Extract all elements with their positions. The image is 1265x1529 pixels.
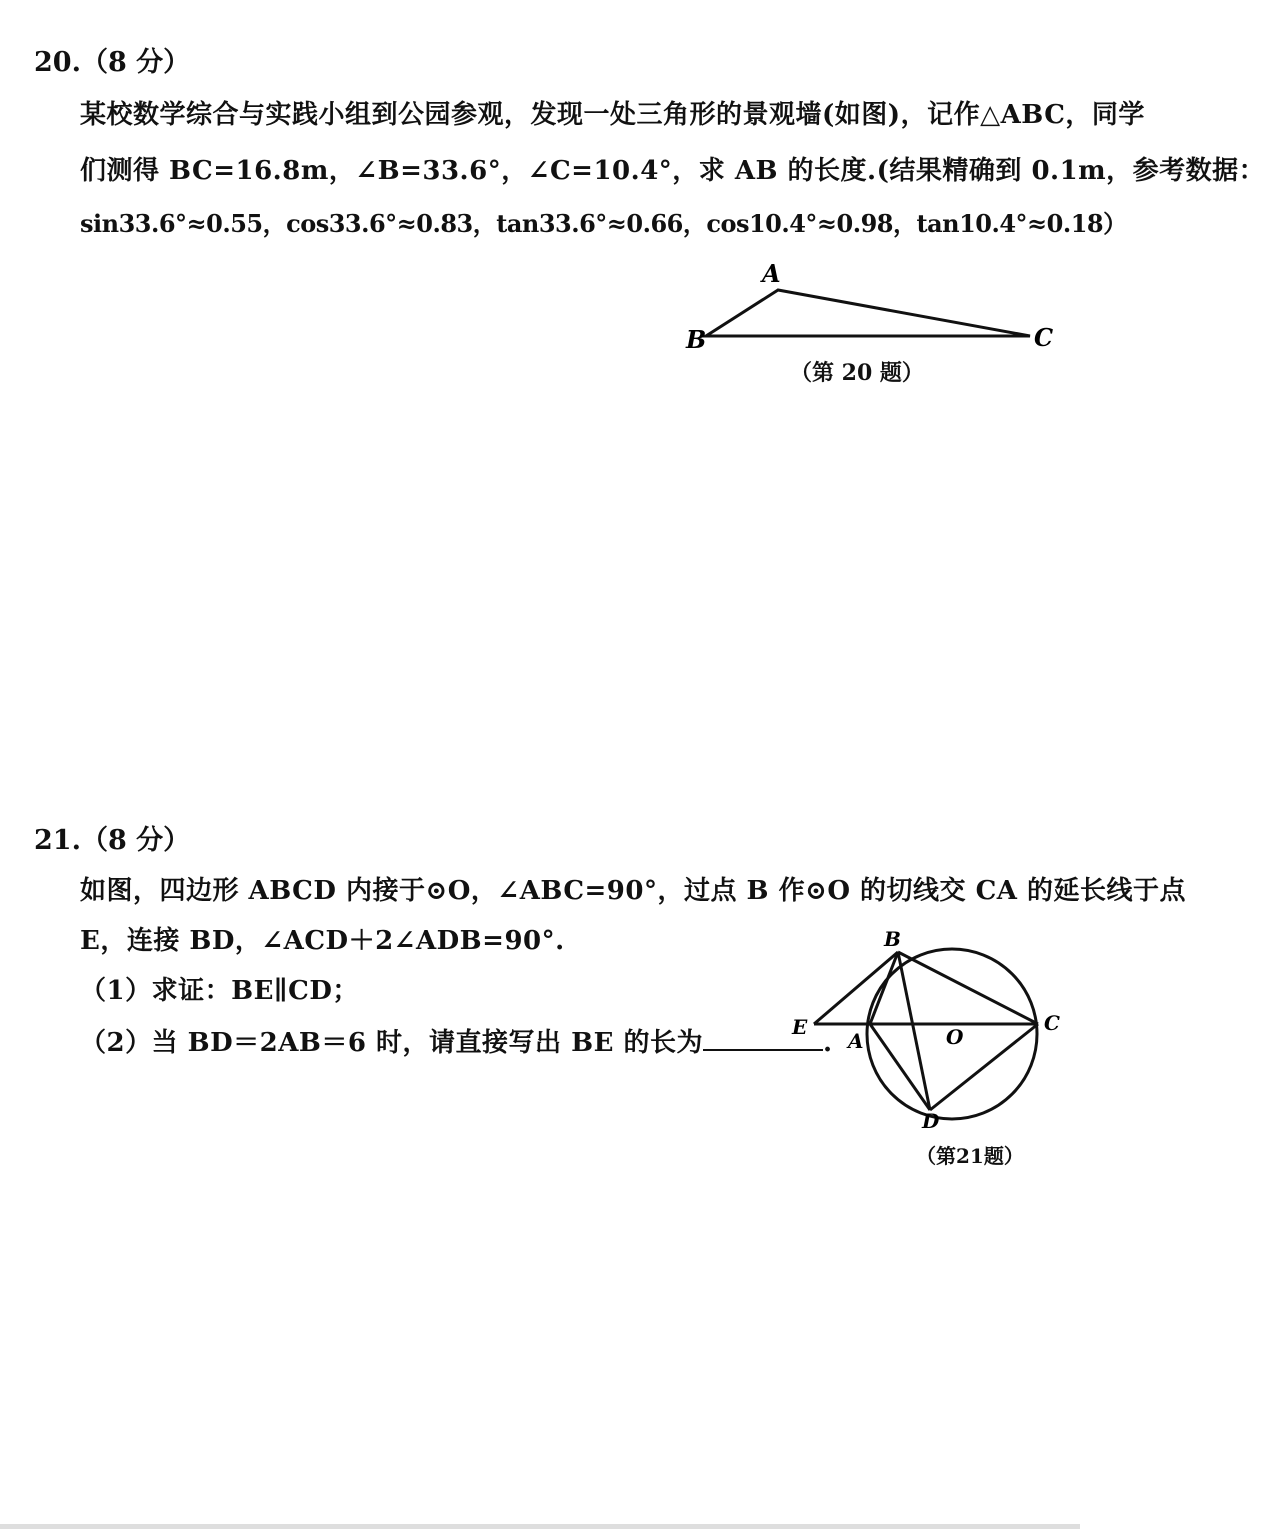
q20-line-3: sin33.6°≈0.55，cos33.6°≈0.83，tan33.6°≈0.66，cos10.4°≈0.98，tan10.4°≈0.18） [80,209,1127,238]
q21-label-e: E [792,1015,808,1039]
page-bottom-edge [0,1524,1080,1529]
q21-part-1: （1）求证：BE∥CD； [80,976,359,1006]
q20-label-a: A [762,259,781,288]
q20-points: （8 分） [80,47,191,78]
q21-line-2: E，连接 BD，∠ACD＋2∠ADB=90°. [80,926,565,956]
q20-label-c: C [1034,323,1054,352]
q20-label-b: B [686,325,707,354]
q21-label-d: D [922,1109,940,1133]
q20-figure-caption: （第 20 题） [790,360,924,386]
q20-line-2: 们测得 BC=16.8m，∠B=33.6°，∠C=10.4°，求 AB 的长度.(结果精确到 0.1m，参考数据： [80,156,1265,186]
q20-number: 20. [34,47,81,78]
q20-line-1: 某校数学综合与实践小组到公园参观，发现一处三角形的景观墙(如图)，记作△ABC，同学 [80,100,1145,130]
line-bc [898,952,1038,1024]
q21-part-2-text: （2）当 BD＝2AB＝6 时，请直接写出 BE 的长为 [80,1028,703,1058]
q21-label-a: A [848,1029,864,1053]
q21-part-2-end: . [822,1028,833,1058]
q21-points: （8 分） [80,825,191,856]
q21-number: 21. [34,825,81,856]
q21-line-1: 如图，四边形 ABCD 内接于⊙O，∠ABC=90°，过点 B 作⊙O 的切线交 CA 的延长线于点 [80,876,1187,906]
q21-figure-caption: （第21题） [916,1144,1024,1168]
q21-label-b: B [884,927,901,951]
q21-label-o: O [946,1025,964,1049]
q21-label-c: C [1044,1011,1060,1035]
